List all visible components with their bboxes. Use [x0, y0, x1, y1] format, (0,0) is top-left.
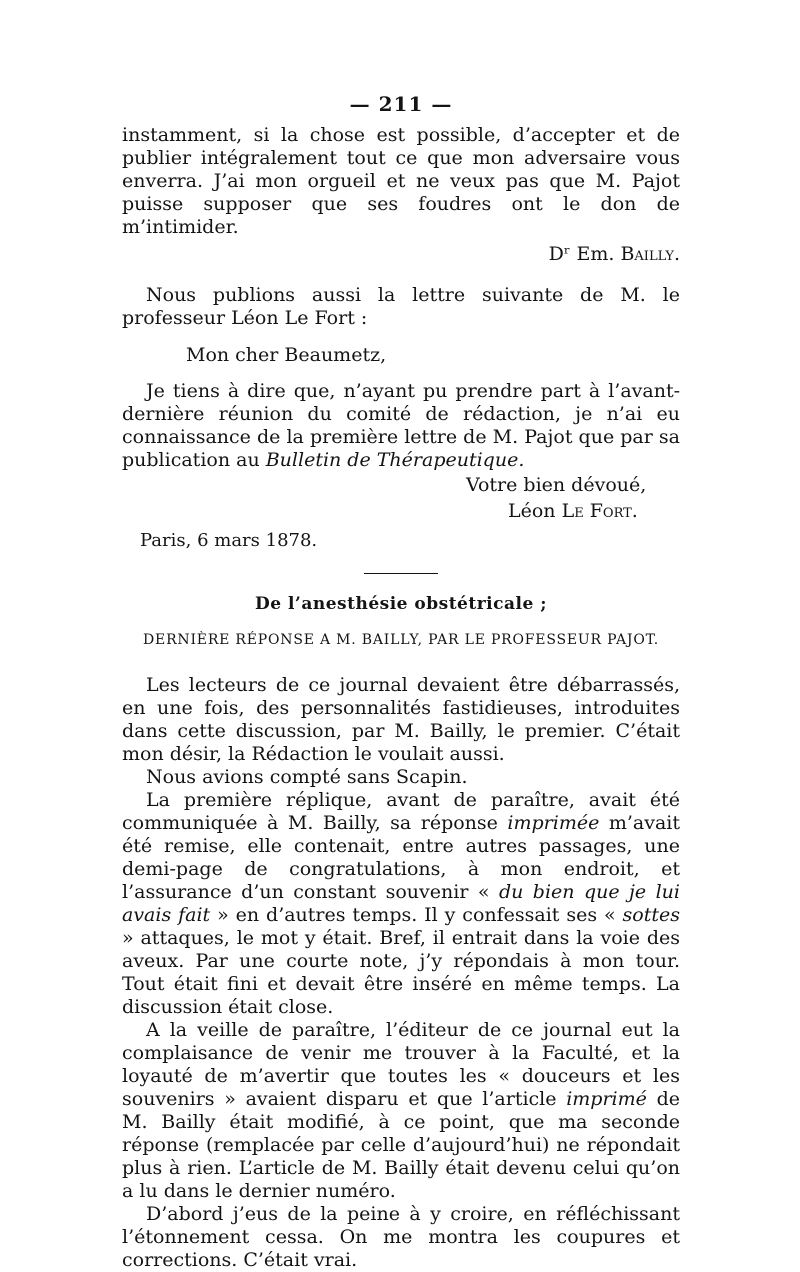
letter-body [122, 380, 680, 472]
article-paragraph [122, 674, 680, 766]
article-paragraph [122, 789, 680, 1019]
paragraph-text: m’avait été remise, elle contenait, entre autres passages, une demi-page de congratulations, à mon endroit, et l’assurance d’un constant souvenir « [122, 812, 680, 903]
signer-first-name: Léon [508, 500, 556, 522]
paragraph-text: La première réplique, avant de paraître, avait été communiquée à M. Bailly, sa réponse [122, 789, 680, 834]
letter-signer [508, 498, 680, 524]
opening-paragraph: instamment, si la chose est possible, d’accepter et de publier intégralement tout ce que mon adversaire vous enverra. J’ai mon orgueil et ne veux pas que M. Pajot puisse supposer que ses foudres ont le don de m’intimider. [122, 124, 680, 238]
letter-dateline: Paris, 6 mars 1878. [140, 530, 318, 551]
paragraph-text: » attaques, le mot y était. Bref, il entrait dans la voie des aveux. Par une courte note, j’y répondais à mon tour. Tout était fini et devait être inséré en même temps. La discussion était close. [122, 927, 680, 1018]
letter-salutation: Mon cher Beaumetz, [186, 344, 387, 366]
paragraph-text: Nous avions compté sans Scapin. [146, 766, 468, 788]
section-divider [364, 573, 438, 574]
paragraph-text: Les lecteurs de ce journal devaient être débarrassés, en une fois, des personnalités fastidieuses, introduites dans cette discussion, par M. Bailly, le premier. C’était mon désir, la Rédaction le voulait aussi. [122, 674, 680, 765]
signer-last-name: Le Fort. [561, 500, 638, 522]
signature-title: Dʳ Em. [548, 243, 615, 265]
article-paragraph [122, 766, 680, 789]
intro-paragraph: Nous publions aussi la lettre suivante de M. le professeur Léon Le Fort : [122, 284, 680, 329]
paragraph-text: D’abord j’eus de la peine à y croire, en réfléchissant l’étonnement cessa. On me montra les coupures et corrections. C’était vrai. [122, 1203, 680, 1271]
closing-phrase: Votre bien dévoué, [466, 474, 647, 496]
italic-text: imprimé [566, 1088, 647, 1110]
letter-body-text: Je tiens à dire que, n’ayant pu prendre part à l’avant-dernière réunion du comité de rédaction, je n’ai eu connaissance de la première lettre de M. Pajot que par sa publication au [122, 380, 680, 471]
article-subtitle: DERNIÈRE RÉPONSE A M. BAILLY, PAR LE PROFESSEUR PAJOT. [143, 632, 659, 648]
italic-text: sottes [622, 904, 680, 926]
article-title: De l’anesthésie obstétricale ; [255, 594, 547, 614]
signature-name: Bailly. [620, 243, 680, 265]
page-number: — 211 — [349, 92, 453, 116]
paragraph-text: A la veille de paraître, l’éditeur de ce journal eut la complaisance de venir me trouver à la Faculté, et la loyauté de m’avertir que toutes les « douceurs et les souvenirs » avaient disparu et que l’article [122, 1019, 680, 1110]
signature-bailly [122, 243, 680, 266]
paragraph-text: » en d’autres temps. Il y confessait ses « [210, 904, 623, 926]
article-paragraph [122, 1019, 680, 1203]
paragraph-text: de M. Bailly était modifié, à ce point, que ma seconde réponse (remplacée par celle d’aujourd’hui) ne répondait plus à rien. L’article de M. Bailly était devenu celui qu’on a lu dans le dernier numéro. [122, 1088, 680, 1202]
italic-text: imprimée [507, 812, 600, 834]
document-page [122, 92, 680, 1272]
letter-closing [466, 472, 680, 524]
italic-text: du bien que je lui avais fait [122, 881, 680, 926]
article-body [122, 674, 680, 1272]
letter-body-italic: Bulletin de Thérapeutique. [265, 449, 525, 471]
